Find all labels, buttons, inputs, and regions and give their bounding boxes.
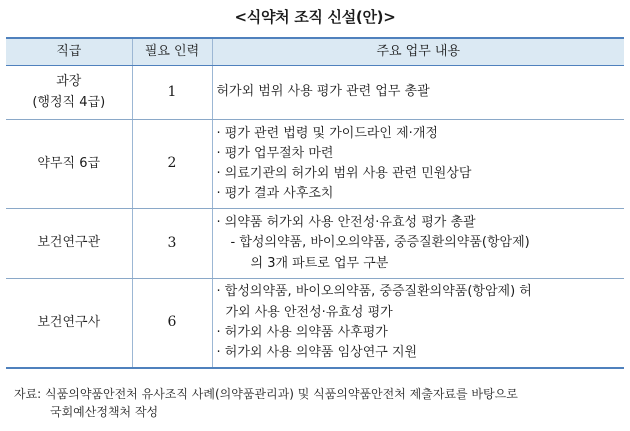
duty-line: · 평가 관련 법령 및 가이드라인 제·개정: [216, 125, 438, 141]
table-row: [6, 279, 624, 368]
table-row: [6, 120, 624, 209]
table-row: [6, 209, 624, 279]
duty-line: · 의료기관의 허가외 범위 사용 관련 민원상담: [216, 166, 472, 181]
table-header-row: [6, 38, 624, 66]
count-cell: 1: [132, 66, 212, 120]
source-line: 국회예산정책처 작성: [50, 405, 159, 419]
rank-cell: [6, 279, 132, 368]
table-row: [6, 66, 624, 120]
header-duties: 주요 업무 내용: [212, 38, 624, 66]
rank-cell: [6, 66, 132, 120]
duty-line: 허가외 범위 사용 평가 관련 업무 총괄: [216, 84, 430, 100]
source-line: 자료: 식품의약품안전처 유사조직 사례(의약품관리과) 및 식품의약품안전처 제출자료를 바탕으로: [14, 387, 518, 401]
source-note: [14, 385, 618, 421]
rank-text: 보건연구관: [37, 235, 101, 251]
rank-text: (행정직 4급): [32, 94, 106, 110]
duties-cell: [212, 66, 624, 120]
duty-line: · 평가 결과 사후조치: [216, 186, 334, 202]
count-cell: 3: [132, 209, 212, 279]
duty-line: · 허가외 사용 의약품 임상연구 지원: [216, 344, 418, 360]
duty-continuation: 가외 사용 안전성·유효성 평가: [225, 304, 393, 320]
header-count: 필요 인력: [132, 38, 212, 66]
count-cell: 2: [132, 120, 212, 209]
duty-line: · 허가외 사용 의약품 사후평가: [216, 324, 388, 340]
rank-cell: [6, 120, 132, 209]
count-cell: 6: [132, 279, 212, 368]
duty-subline: - 합성의약품, 바이오의약품, 중증질환의약품(항암제): [230, 235, 530, 251]
duty-line: · 의약품 허가외 사용 안전성·유효성 평가 총괄: [216, 215, 476, 231]
duty-line: · 합성의약품, 바이오의약품, 중증질환의약품(항암제) 허: [216, 284, 532, 300]
document-title: <식약처 조직 신설(안)>: [234, 8, 396, 26]
header-rank: 직급: [6, 38, 132, 66]
duty-continuation: 의 3개 파트로 업무 구분: [250, 255, 389, 271]
rank-text: 약무직 6급: [37, 155, 101, 171]
duties-cell: [212, 209, 624, 279]
duties-cell: [212, 279, 624, 368]
organization-table: [6, 37, 624, 369]
rank-cell: [6, 209, 132, 279]
duty-line: · 평가 업무절차 마련: [216, 145, 334, 161]
rank-text: 보건연구사: [37, 314, 101, 330]
rank-text: 과장: [56, 74, 82, 90]
duties-cell: [212, 120, 624, 209]
